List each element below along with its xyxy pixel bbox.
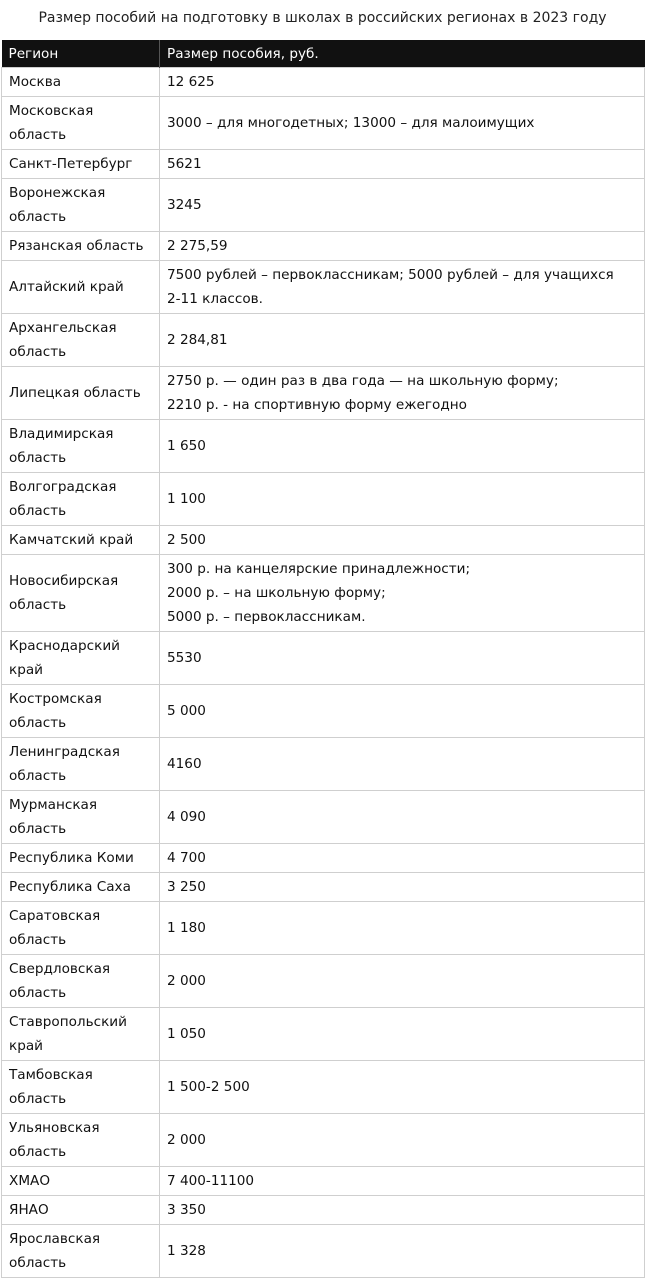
region-text: Владимирская — [9, 426, 114, 442]
amount-text: 5621 — [167, 156, 202, 172]
region-text: Ульяновская — [9, 1120, 100, 1136]
region-cell — [2, 1008, 160, 1061]
region-text: Московская — [9, 103, 94, 119]
amount-text: 2 500 — [167, 532, 206, 548]
amount-text: 2 000 — [167, 1132, 206, 1148]
region-text: Краснодарский — [9, 638, 121, 654]
region-text: Новосибирская — [9, 573, 119, 589]
amount-cell — [160, 1225, 645, 1278]
region-text: область — [9, 344, 67, 360]
table-row — [2, 555, 645, 632]
amount-cell — [160, 873, 645, 902]
region-text: Камчатский край — [9, 532, 134, 548]
region-text: Липецкая область — [9, 385, 141, 401]
amount-cell — [160, 526, 645, 555]
region-text: Волгоградская — [9, 479, 117, 495]
region-text: Республика Коми — [9, 850, 134, 866]
region-text: край — [9, 1038, 44, 1054]
amount-text: 1 500-2 500 — [167, 1079, 250, 1095]
table-row — [2, 955, 645, 1008]
region-cell — [2, 873, 160, 902]
region-text: Свердловская — [9, 961, 111, 977]
amount-cell — [160, 1061, 645, 1114]
region-text: область — [9, 821, 67, 837]
amount-cell — [160, 314, 645, 367]
region-text: Ставропольский — [9, 1014, 127, 1030]
amount-cell — [160, 150, 645, 179]
region-cell — [2, 1114, 160, 1167]
region-cell — [2, 738, 160, 791]
amount-text: 3 350 — [167, 1202, 206, 1218]
region-text: Санкт-Петербург — [9, 156, 133, 172]
region-text: Тамбовская — [9, 1067, 93, 1083]
region-cell — [2, 955, 160, 1008]
amount-text: 12 625 — [167, 74, 215, 90]
amount-text: 2 000 — [167, 973, 206, 989]
table-row — [2, 261, 645, 314]
table-row — [2, 68, 645, 97]
table-row — [2, 873, 645, 902]
amount-text: 3 250 — [167, 879, 206, 895]
region-text: Мурманская — [9, 797, 98, 813]
region-text: область — [9, 932, 67, 948]
region-text: Москва — [9, 74, 62, 90]
table-row — [2, 685, 645, 738]
amount-cell — [160, 68, 645, 97]
table-row — [2, 232, 645, 261]
table-row — [2, 791, 645, 844]
region-text: Ярославская — [9, 1231, 101, 1247]
region-text: область — [9, 715, 67, 731]
amount-cell — [160, 685, 645, 738]
amount-cell — [160, 261, 645, 314]
region-cell — [2, 314, 160, 367]
table-row — [2, 632, 645, 685]
region-cell — [2, 232, 160, 261]
amount-cell — [160, 902, 645, 955]
table-row — [2, 1008, 645, 1061]
table-row — [2, 902, 645, 955]
amount-text: 1 050 — [167, 1026, 206, 1042]
region-text: Архангельская — [9, 320, 117, 336]
amount-cell — [160, 738, 645, 791]
amount-text: 4 700 — [167, 850, 206, 866]
region-text: Воронежская — [9, 185, 106, 201]
region-cell — [2, 420, 160, 473]
table-row — [2, 473, 645, 526]
region-cell — [2, 1061, 160, 1114]
amount-text: 1 328 — [167, 1243, 206, 1259]
table-row — [2, 179, 645, 232]
amount-cell — [160, 1008, 645, 1061]
amount-text: 5000 р. – первоклассникам. — [167, 609, 366, 625]
amount-text: 5 000 — [167, 703, 206, 719]
table-row — [2, 150, 645, 179]
region-text: Республика Саха — [9, 879, 131, 895]
region-text: область — [9, 1255, 67, 1271]
region-cell — [2, 844, 160, 873]
amount-text: 2000 р. – на школьную форму; — [167, 585, 386, 601]
region-cell — [2, 1167, 160, 1196]
region-cell — [2, 150, 160, 179]
amount-cell — [160, 955, 645, 1008]
region-text: Костромская — [9, 691, 102, 707]
region-text: Саратовская — [9, 908, 101, 924]
header-region: Регион — [2, 40, 160, 68]
region-cell — [2, 555, 160, 632]
benefits-table — [1, 40, 645, 1278]
amount-text: 7 400-11100 — [167, 1173, 255, 1189]
header-amount: Размер пособия, руб. — [160, 40, 645, 68]
amount-cell — [160, 791, 645, 844]
amount-text: 1 650 — [167, 438, 206, 454]
region-cell — [2, 1196, 160, 1225]
table-row — [2, 1114, 645, 1167]
region-text: область — [9, 209, 67, 225]
region-cell — [2, 97, 160, 150]
region-cell — [2, 632, 160, 685]
region-cell — [2, 791, 160, 844]
table-row — [2, 1225, 645, 1278]
amount-text: 2750 р. — один раз в два года — на школьную форму; — [167, 373, 559, 389]
region-text: Алтайский край — [9, 279, 124, 295]
region-text: Рязанская область — [9, 238, 144, 254]
region-cell — [2, 473, 160, 526]
region-text: Ленинградская — [9, 744, 120, 760]
amount-text: 5530 — [167, 650, 202, 666]
page-title: Размер пособий на подготовку в школах в российских регионах в 2023 году — [38, 10, 607, 26]
table-row — [2, 738, 645, 791]
amount-cell — [160, 1167, 645, 1196]
table-row — [2, 1061, 645, 1114]
amount-cell — [160, 1196, 645, 1225]
amount-cell — [160, 97, 645, 150]
amount-text: 2 284,81 — [167, 332, 228, 348]
region-text: край — [9, 662, 44, 678]
table-row — [2, 844, 645, 873]
region-text: область — [9, 1144, 67, 1160]
amount-cell — [160, 367, 645, 420]
region-text: область — [9, 127, 67, 143]
table-row — [2, 97, 645, 150]
region-text: область — [9, 597, 67, 613]
amount-cell — [160, 232, 645, 261]
amount-text: 1 100 — [167, 491, 206, 507]
region-text: область — [9, 503, 67, 519]
table-row — [2, 367, 645, 420]
amount-cell — [160, 1114, 645, 1167]
table-row — [2, 420, 645, 473]
amount-cell — [160, 844, 645, 873]
amount-cell — [160, 420, 645, 473]
amount-cell — [160, 555, 645, 632]
table-row — [2, 526, 645, 555]
region-cell — [2, 261, 160, 314]
region-text: область — [9, 1091, 67, 1107]
amount-text: 3000 – для многодетных; 13000 – для малоимущих — [167, 115, 535, 131]
amount-text: 2-11 классов. — [167, 291, 263, 307]
region-text: ЯНАО — [9, 1202, 49, 1218]
amount-text: 7500 рублей – первоклассникам; 5000 рублей – для учащихся — [167, 267, 614, 283]
amount-text: 300 р. на канцелярские принадлежности; — [167, 561, 471, 577]
amount-cell — [160, 632, 645, 685]
table-row — [2, 314, 645, 367]
amount-text: 2 275,59 — [167, 238, 228, 254]
amount-text: 4 090 — [167, 809, 206, 825]
amount-text: 1 180 — [167, 920, 206, 936]
region-text: ХМАО — [9, 1173, 51, 1189]
table-row — [2, 1196, 645, 1225]
amount-text: 3245 — [167, 197, 202, 213]
region-cell — [2, 526, 160, 555]
amount-cell — [160, 179, 645, 232]
region-cell — [2, 685, 160, 738]
amount-text: 2210 р. - на спортивную форму ежегодно — [167, 397, 467, 413]
region-cell — [2, 68, 160, 97]
amount-cell — [160, 473, 645, 526]
region-text: область — [9, 768, 67, 784]
region-text: область — [9, 985, 67, 1001]
amount-text: 4160 — [167, 756, 202, 772]
region-cell — [2, 902, 160, 955]
region-cell — [2, 1225, 160, 1278]
table-row — [2, 1167, 645, 1196]
region-cell — [2, 179, 160, 232]
region-text: область — [9, 450, 67, 466]
region-cell — [2, 367, 160, 420]
table-header-row — [2, 40, 645, 68]
